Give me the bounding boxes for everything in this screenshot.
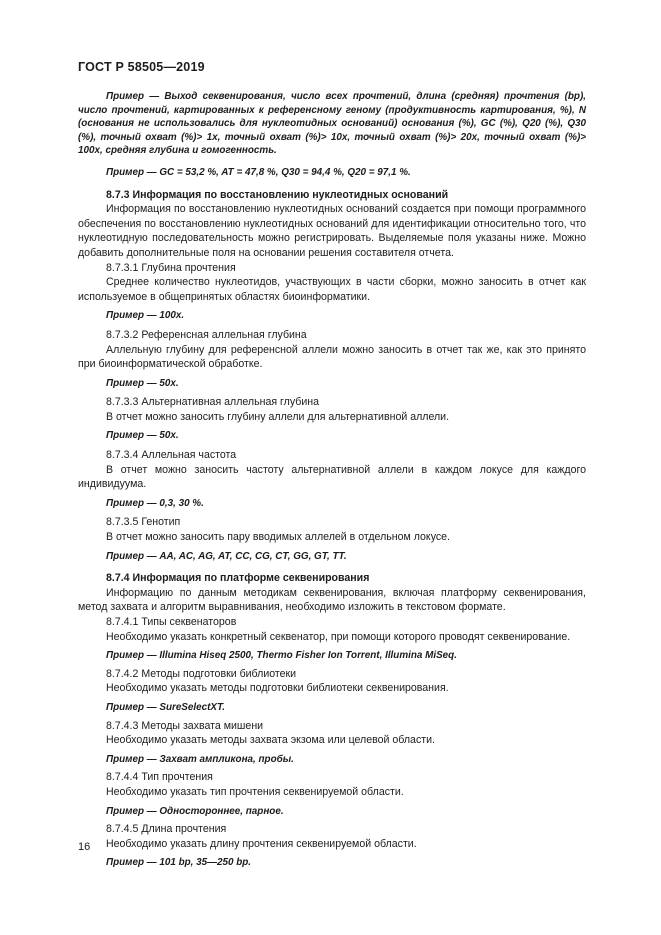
paragraph: Необходимо указать тип прочтения секвенируемой области. <box>106 785 404 798</box>
paragraph: Необходимо указать конкретный секвенатор, при помощи которого проводят секвенирование. <box>106 630 571 643</box>
subsection-heading: 8.7.4.1 Типы секвенаторов <box>106 616 237 628</box>
subsection-heading: 8.7.4.4 Тип прочтения <box>106 771 213 784</box>
example-text: Пример — 50x. <box>106 377 179 389</box>
document-header: ГОСТ Р 58505—2019 <box>78 60 205 74</box>
example-text: Пример — Illumina Hiseq 2500, Thermo Fisher Ion Torrent, Illumina MiSeq. <box>106 650 457 662</box>
page-number: 16 <box>78 841 91 853</box>
example-text: Пример — SureSelectXT. <box>106 701 226 713</box>
section-heading: 8.7.4 Информация по платформе секвенирования <box>106 572 370 585</box>
example-text: Пример — 101 bp, 35—250 bp. <box>106 857 252 869</box>
paragraph: В отчет можно заносить пару вводимых аллелей в отдельном локусе. <box>106 531 451 544</box>
example-text: Пример — GC = 53,2 %, AT = 47,8 %, Q30 = 94,4 %, Q20 = 97,1 %. <box>106 166 411 178</box>
paragraph: Необходимо указать методы захвата экзома или целевой области. <box>106 734 435 747</box>
example-text: Пример — 0,3, 30 %. <box>106 497 204 509</box>
paragraph: В отчет можно заносить частоту альтернативной аллели в каждом локусе для каждого индивидуума. <box>78 463 586 491</box>
paragraph: Информацию по данным методикам секвенирования, включая платформу секвенирования, метод захвата и алгоритм выравнивания, необходимо изложить в текстовом формате. <box>78 586 586 614</box>
section-heading: 8.7.3 Информация по восстановлению нуклеотидных оснований <box>106 188 449 201</box>
example-text: Пример — Выход секвенирования, число всех прочтений, длина (средняя) прочтения (bp), число прочтений, картированных к референсному геному (продуктивность картирования, %), N (основания не использовались для нуклеотидных оснований) основания (%), GC (%), Q20 (%), Q30 (%), точный охват (%)> 1x, точный охват (%)> 10x, точный охват (%)> 20x, точный охват (%)> 100x, средняя глубина и гомогенность. <box>78 91 586 157</box>
subsection-heading: 8.7.3.1 Глубина прочтения <box>106 261 236 274</box>
subsection-heading: 8.7.4.3 Методы захвата мишени <box>106 719 264 732</box>
subsection-heading: 8.7.3.3 Альтернативная аллельная глубина <box>106 396 319 409</box>
subsection-heading: 8.7.3.5 Генотип <box>106 516 181 529</box>
example-text: Пример — 50x. <box>106 430 179 442</box>
paragraph: Среднее количество нуклеотидов, участвующих в части сборки, можно заносить в отчет как используемое в общепринятых областях биоинформатики. <box>78 276 586 303</box>
subsection-heading: 8.7.3.4 Аллельная частота <box>106 449 237 462</box>
example-text: Пример — Захват ампликона, пробы. <box>106 753 294 765</box>
example-text: Пример — Одностороннее, парное. <box>106 805 284 817</box>
subsection-heading: 8.7.4.5 Длина прочтения <box>106 823 227 836</box>
paragraph: Необходимо указать методы подготовки библиотеки секвенирования. <box>106 682 449 695</box>
paragraph: Информация по восстановлению нуклеотидных оснований создается при помощи программного обеспечения по восстановлению нуклеотидных оснований для идентификации относительно того, что нуклеотидную последовательность можно регистрировать. Выделяемые поля указаны ниже. Можно добавить дополнительные поля на основании решения составителя отчета. <box>78 203 586 259</box>
subsection-heading: 8.7.3.2 Референсная аллельная глубина <box>106 328 307 341</box>
paragraph: Аллельную глубину для референсной аллели можно заносить в отчет так же, как это принято при биоинформатической обработке. <box>78 343 586 371</box>
example-text: Пример — AA, AC, AG, AT, CC, CG, CT, GG, GT, TT. <box>106 550 347 562</box>
subsection-heading: 8.7.4.2 Методы подготовки библиотеки <box>106 667 297 680</box>
paragraph: В отчет можно заносить глубину аллели для альтернативной аллели. <box>106 410 450 423</box>
example-text: Пример — 100x. <box>106 310 185 322</box>
paragraph: Необходимо указать длину прочтения секвенируемой области. <box>106 837 417 850</box>
document-body <box>78 90 586 870</box>
